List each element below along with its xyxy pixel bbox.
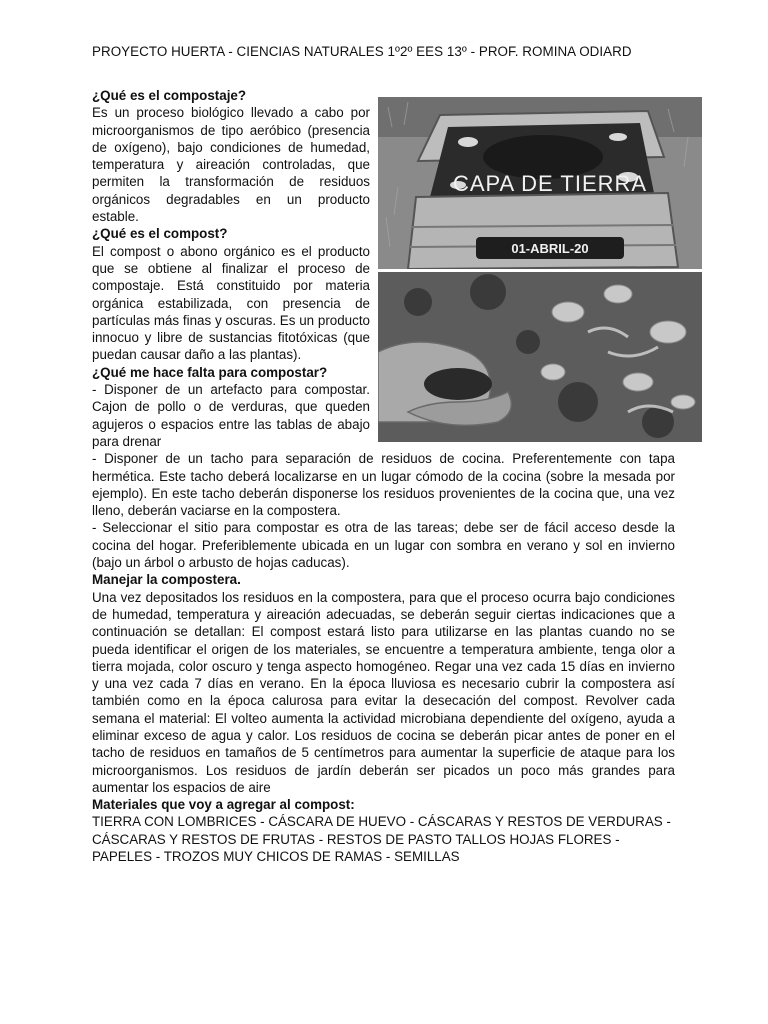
requirement-item: - Disponer de un artefacto para compostar. Cajon de pollo o de verduras, que queden agujeros o espacios entre las tablas de abajo para drenar [92,382,370,449]
section-title-compost: ¿Qué es el compost? [92,226,228,242]
compost-crate-photo [378,97,702,269]
section-title-materials: Materiales que voy a agregar al compost: [92,797,355,813]
section-body-materials: TIERRA CON LOMBRICES - CÁSCARA DE HUEVO - CÁSCARAS Y RESTOS DE VERDURAS - CÁSCARAS Y RESTOS DE FRUTAS - RESTOS DE PASTO TALLOS HOJAS FLORES - PAPELES - TROZOS MUY CHICOS DE RAMAS - SEMILLAS [92,814,671,865]
section-body-compostaje: Es un proceso biológico llevado a cabo por microorganismos de tipo aeróbico (presencia de oxígeno), bajo condiciones de humedad, temperatura y aireación controladas, que permiten la transformación de residuos orgánicos degradables en un producto estable. [92,105,370,225]
section-title-manage: Manejar la compostera. [92,572,241,588]
crate-date-label: 01-ABRIL-20 [511,241,589,256]
section-body-compost: El compost o abono orgánico es el producto que se obtiene al finalizar el proceso de compostaje. Está constituido por materia orgánica estabilizada, con presencia de partículas más finas y oscuras. Es un producto innocuo y libre de sustancias fitotóxicas (que puedan causar daño a las plantas). [92,243,370,363]
requirement-item: - Seleccionar el sitio para compostar es otra de las tareas; debe ser de fácil acceso desde la cocina del hogar. Preferiblemente ubicada en un lugar con sombra en verano y sol en invierno (bajo un árbol o arbusto de hojas caducas). [92,520,675,571]
compost-hands-photo [378,272,702,442]
section-body-manage: Una vez depositados los residuos en la compostera, para que el proceso ocurra bajo condiciones de humedad, temperatura y aireación adecuadas, se deberán seguir ciertas indicaciones que a continuación se detallan: El compost estará listo para utilizarse en las plantas cuando no se pueda identificar el origen de los materiales, se encuentre a temperatura ambiente, tenga olor a tierra mojada, color oscuro y tenga aspecto homogéneo. Regar una vez cada 15 días en invierno y una vez cada 7 días en verano. En la época lluviosa es necesario cubrir la compostera así también como en la época calurosa para evitar la desecación del compost. Revolver cada semana el material: El volteo aumenta la actividad microbiana dependiente del oxígeno, ayuda a eliminar exceso de agua y calor. Los residuos de cocina se deberán picar antes de poner en el tacho de residuos en tamaños de 5 centímetros para aumentar la superficie de ataque para los microorganismos. Los residuos de jardín deberán ser picados un poco más grandes para aumentar los espacios de aire [92,589,675,795]
figures-column [378,97,702,442]
crate-sign-label: CAPA DE TIERRA [452,171,648,196]
requirement-item: - Disponer de un tacho para separación de residuos de cocina. Preferentemente con tapa hermética. Este tacho deberá localizarse en un lugar cómodo de la cocina (sobre la mesada por ejemplo). En este tacho deberán disponerse los residuos provenientes de la cocina que, una vez lleno, deberán vaciarse en la compostera. [92,451,675,519]
document-body [92,87,675,865]
section-title-compostaje: ¿Qué es el compostaje? [92,88,247,103]
section-title-requirements: ¿Qué me hace falta para compostar? [92,364,328,380]
page-header: PROYECTO HUERTA - CIENCIAS NATURALES 1º2º EES 13º - PROF. ROMINA ODIARD [92,44,632,59]
